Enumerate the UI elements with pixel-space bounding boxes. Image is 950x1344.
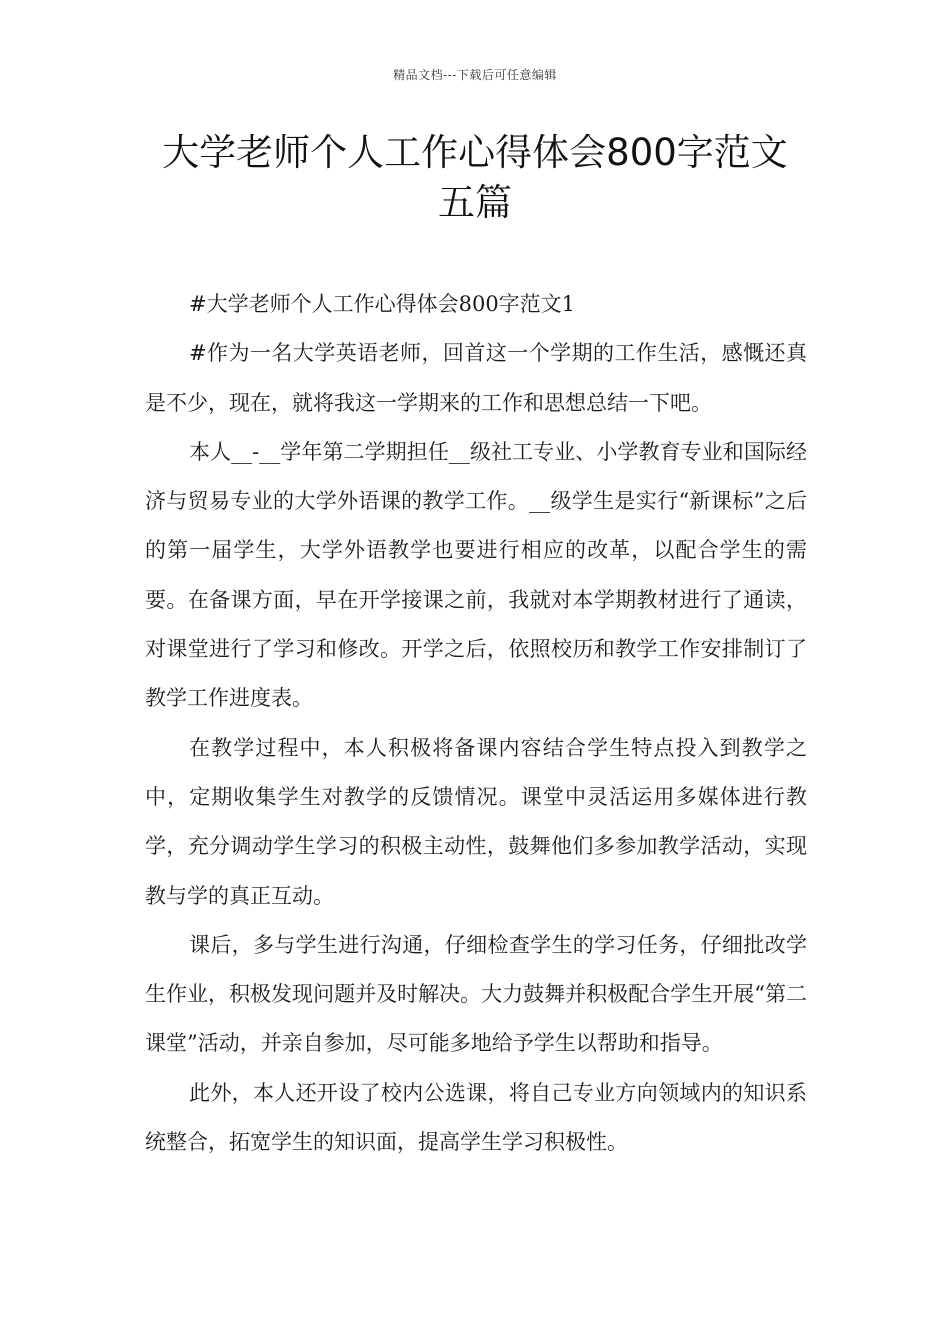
paragraph: 此外，本人还开设了校内公选课，将自己专业方向领域内的知识系统整合，拓宽学生的知识面，提高学生学习积极性。 [145,1080,807,1155]
paragraph: 课后，多与学生进行沟通，仔细检查学生的学习任务，仔细批改学生作业，积极发现问题并及时解决。大力鼓舞并积极配合学生开展“第二课堂”活动，并亲自参加，尽可能多地给予学生以帮助和指导。 [145,932,807,1056]
title-line-1: 大学老师个人工作心得体会800字范文 [162,131,788,174]
title-line-2: 五篇 [438,181,512,224]
paragraph: 本人__-__学年第二学期担任__级社工专业、小学教育专业和国际经济与贸易专业的大学外语课的教学工作。__级学生是实行“新课标”之后的第一届学生，大学外语教学也要进行相应的改革，以配合学生的需要。在备课方面，早在开学接课之前，我就对本学期教材进行了通读，对课堂进行了学习和修改。开学之后，依照校历和教学工作安排制订了教学工作进度表。 [145,439,807,711]
paragraph: #作为一名大学英语老师，回首这一个学期的工作生活，感慨还真是不少，现在，就将我这一学期来的工作和思想总结一下吧。 [145,341,807,415]
document-body [145,280,807,1167]
header-note: 精品文档---下载后可任意编辑 [393,68,557,82]
paragraph: 在教学过程中，本人积极将备课内容结合学生特点投入到教学之中，定期收集学生对教学的反馈情况。课堂中灵活运用多媒体进行教学，充分调动学生学习的积极主动性，鼓舞他们多参加教学活动，实现教与学的真正互动。 [145,735,807,908]
section-heading: #大学老师个人工作心得体会800字范文1 [189,292,576,316]
document-title [100,128,850,228]
